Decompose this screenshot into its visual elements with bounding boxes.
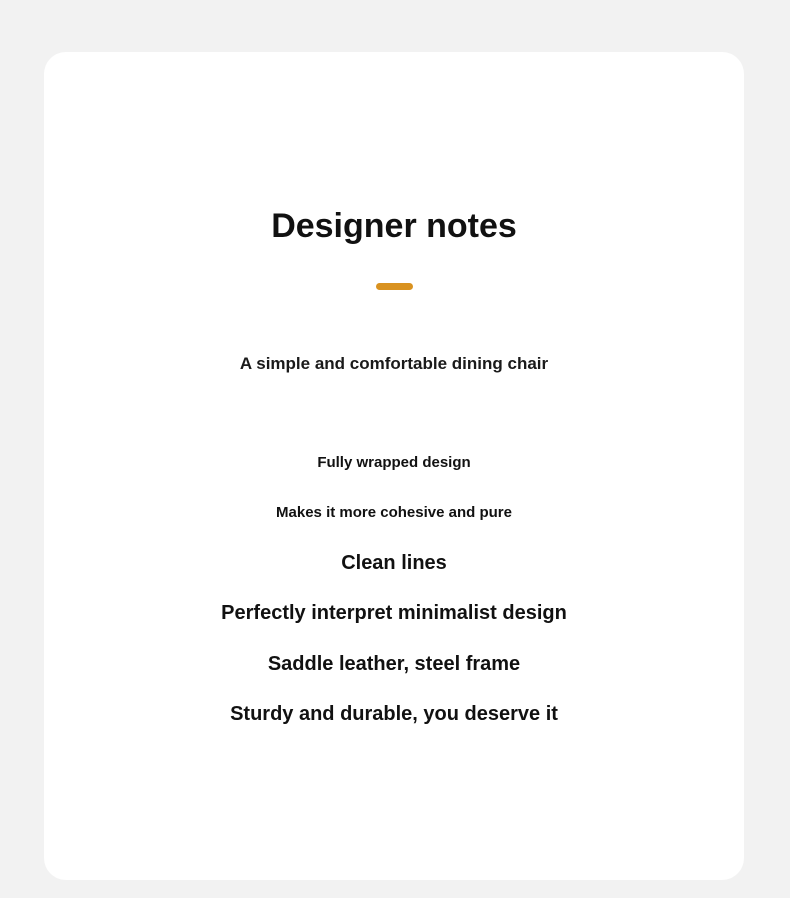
note-line-fully-wrapped: Fully wrapped design [317,454,471,471]
note-line-cohesive: Makes it more cohesive and pure [276,504,512,521]
note-line-clean-lines: Clean lines [341,552,447,574]
note-line-materials: Saddle leather, steel frame [267,653,521,675]
designer-notes-card [44,52,744,880]
note-line-minimalist: Perfectly interpret minimalist design [221,602,567,624]
title-accent-bar [376,283,413,290]
section-title: Designer notes [271,207,517,245]
note-line-durable: Sturdy and durable, you deserve it [230,703,558,725]
product-subtitle: A simple and comfortable dining chair [239,354,549,373]
